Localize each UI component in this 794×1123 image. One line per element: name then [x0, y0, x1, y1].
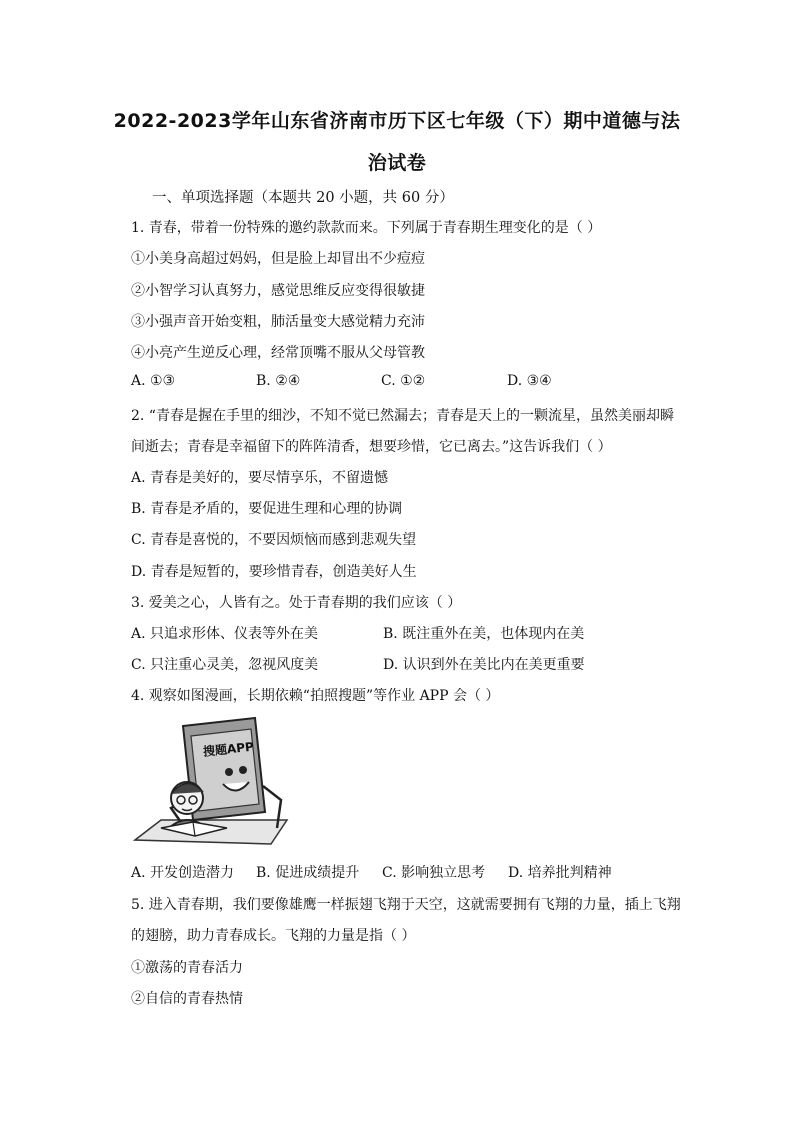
q5-item-2: ②自信的青春热情: [131, 991, 243, 1007]
q2-option-c[interactable]: C. 青春是喜悦的，不要因烦恼而感到悲观失望: [131, 532, 417, 548]
q4-option-b[interactable]: B. 促进成绩提升: [256, 865, 360, 881]
q4-option-a[interactable]: A. 开发创造潜力: [131, 865, 235, 881]
q5-stem-line2: 的翅膀，助力青春成长。飞翔的力量是指（ ）: [131, 928, 416, 944]
q4-option-c[interactable]: C. 影响独立思考: [382, 865, 486, 881]
q3-stem: 3. 爱美之心，人皆有之。处于青春期的我们应该（ ）: [131, 595, 462, 611]
q5-item-1: ①激荡的青春活力: [131, 960, 243, 976]
q4-stem: 4. 观察如图漫画，长期依赖“拍照搜题”等作业 APP 会（ ）: [131, 688, 500, 704]
q1-option-c[interactable]: C. ①②: [381, 373, 426, 389]
q3-option-b[interactable]: B. 既注重外在美，也体现内在美: [383, 626, 585, 642]
exam-title-line2: 治试卷: [367, 152, 427, 174]
q5-stem-line1: 5. 进入青春期，我们要像雄鹰一样振翅飞翔于天空，这就需要拥有飞翔的力量，插上飞翔: [131, 897, 681, 913]
q1-item-2: ②小智学习认真努力，感觉思维反应变得很敏捷: [131, 283, 425, 299]
q1-option-a[interactable]: A. ①③: [131, 373, 176, 389]
q1-item-4: ④小亮产生逆反心理，经常顶嘴不服从父母管教: [131, 345, 425, 361]
q1-stem: 1. 青春，带着一份特殊的邀约款款而来。下列属于青春期生理变化的是（ ）: [131, 220, 602, 236]
q3-option-a[interactable]: A. 只追求形体、仪表等外在美: [131, 626, 319, 642]
q1-item-1: ①小美身高超过妈妈，但是脸上却冒出不少痘痘: [131, 251, 425, 267]
q4-option-d[interactable]: D. 培养批判精神: [508, 865, 612, 881]
q1-option-b[interactable]: B. ②④: [256, 373, 301, 389]
q2-option-d[interactable]: D. 青春是短暂的，要珍惜青春，创造美好人生: [131, 564, 417, 580]
q1-item-3: ③小强声音开始变粗，肺活量变大感觉精力充沛: [131, 314, 425, 330]
q3-option-d[interactable]: D. 认识到外在美比内在美更重要: [383, 657, 585, 673]
comic-app-title: 搜题APP: [202, 739, 255, 759]
q1-option-d[interactable]: D. ③④: [507, 373, 552, 389]
q2-option-a[interactable]: A. 青春是美好的，要尽情享乐，不留遗憾: [131, 470, 389, 486]
q3-option-c[interactable]: C. 只注重心灵美，忽视风度美: [131, 657, 319, 673]
search-app-comic-illustration: [131, 716, 291, 848]
q2-stem-line1: 2. “青春是握在手里的细沙，不知不觉已然漏去；青春是天上的一颗流星，虽然美丽却瞬: [131, 408, 674, 424]
section-heading: 一、单项选择题（本题共 20 小题，共 60 分）: [152, 190, 454, 206]
q2-option-b[interactable]: B. 青春是矛盾的，要促进生理和心理的协调: [131, 501, 403, 517]
exam-title-line1: 2022-2023学年山东省济南市历下区七年级（下）期中道德与法: [113, 110, 681, 132]
q2-stem-line2: 间逝去；青春是幸福留下的阵阵清香，想要珍惜，它已离去。”这告诉我们（ ）: [131, 439, 612, 455]
